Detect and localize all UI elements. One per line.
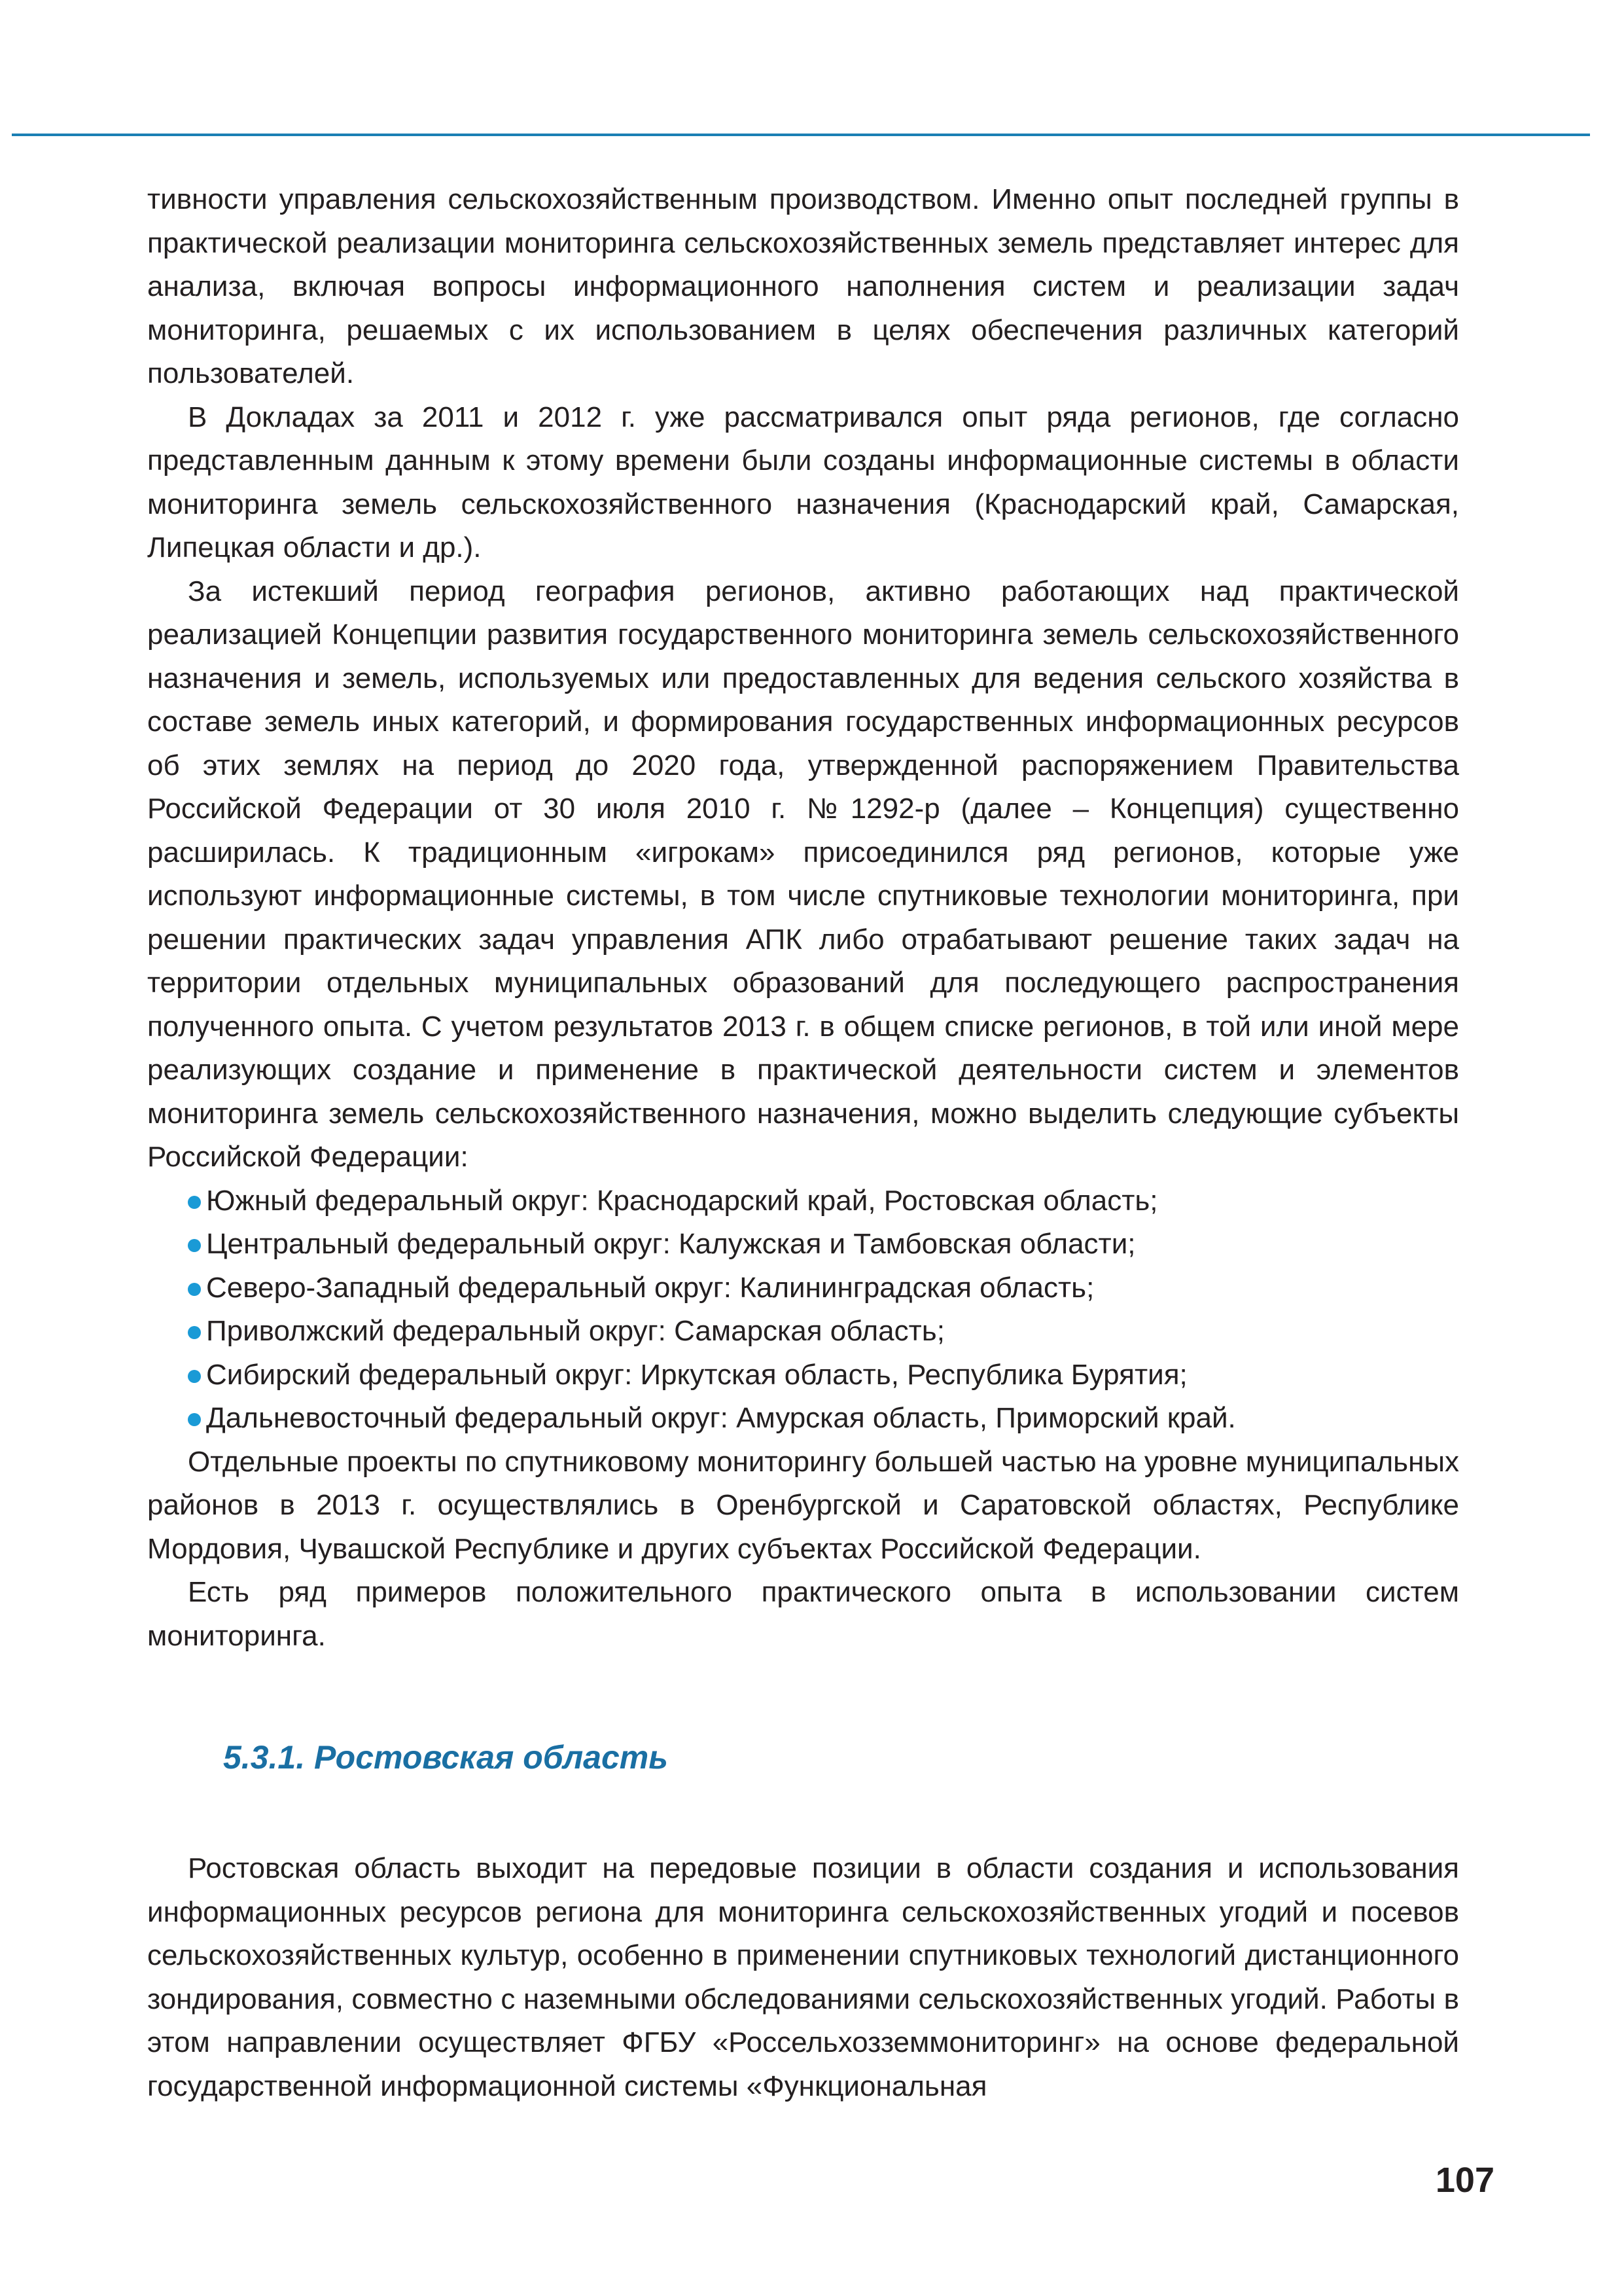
- list-item: [147, 1266, 1459, 1310]
- list-item: [147, 1354, 1459, 1397]
- page-number: 107: [1435, 2161, 1494, 2200]
- bullet-icon: [188, 1239, 201, 1252]
- bullet-icon: [188, 1370, 201, 1383]
- paragraph-geography: За истекший период география регионов, активно работающих над практической реализацией Концепции развития государственного мониторинга земель сельскохозяйственного назначения и земель, используемых или предоставленных для ведения сельского хозяйства в составе земель иных категорий, и формирования государственных информационных ресурсов об этих землях на период до 2020 года, утвержденной распоряжением Правительства Российской Федерации от 30 июля 2010 г. №1292-р (далее – Концепция) существенно расширилась. К традиционным «игрокам» присоединился ряд регионов, которые уже используют информационные системы, в том числе спутниковые технологии мониторинга, при решении практических задач управления АПК либо отрабатывают решение таких задач на территории отдельных муниципальных образований для последующего распространения полученного опыта. С учетом результатов 2013 г. в общем списке регионов, в той или иной мере реализующих создание и применение в практической деятельности систем и элементов мониторинга земель сельскохозяйственного назначения, можно выделить следующие субъекты Российской Федерации:: [147, 575, 1459, 1173]
- list-item-text: Центральный федеральный округ: Калужская и Тамбовская области;: [206, 1228, 1136, 1260]
- list-item-text: Приволжский федеральный округ: Самарская область;: [206, 1315, 945, 1347]
- main-text: [147, 178, 1459, 1658]
- bullet-icon: [188, 1413, 201, 1426]
- section-text: [147, 1847, 1459, 2108]
- list-item: [147, 1397, 1459, 1441]
- paragraph-reports: В Докладах за 2011 и 2012 г. уже рассматривался опыт ряда регионов, где согласно представленным данным к этому времени были созданы информационные системы в области мониторинга земель сельскохозяйственного назначения (Краснодарский край, Самарская, Липецкая области и др.).: [147, 401, 1459, 564]
- paragraph-continuation: тивности управления сельскохозяйственным производством. Именно опыт последней группы в практической реализации мониторинга сельскохозяйственных земель представляет интерес для анализа, включая вопросы информационного наполнения систем и реализации задач мониторинга, решаемых с их использованием в целях обеспечения различных категорий пользователей.: [147, 183, 1459, 389]
- list-item-text: Сибирский федеральный округ: Иркутская область, Республика Бурятия;: [206, 1358, 1188, 1391]
- list-item-text: Северо-Западный федеральный округ: Калининградская область;: [206, 1271, 1095, 1304]
- list-item-text: Дальневосточный федеральный округ: Амурская область, Приморский край.: [206, 1402, 1236, 1434]
- bullet-icon: [188, 1196, 201, 1209]
- bullet-icon: [188, 1283, 201, 1296]
- bullet-icon: [188, 1326, 201, 1339]
- list-item-text: Южный федеральный округ: Краснодарский край, Ростовская область;: [206, 1184, 1158, 1217]
- paragraph-projects: Отдельные проекты по спутниковому мониторингу большей частью на уровне муниципальных районов в 2013 г. осуществлялись в Оренбургской и Саратовской областях, Республике Мордовия, Чувашской Республике и других субъектах Российской Федерации.: [147, 1445, 1459, 1565]
- list-item: [147, 1179, 1459, 1223]
- paragraph-examples: Есть ряд примеров положительного практического опыта в использовании систем мониторинга.: [147, 1576, 1459, 1652]
- list-item: [147, 1310, 1459, 1354]
- header-rule: [12, 134, 1590, 136]
- paragraph-rostov: Ростовская область выходит на передовые позиции в области создания и использования информационных ресурсов региона для мониторинга сельскохозяйственных угодий и посевов сельскохозяйственных культур, особенно в применении спутниковых технологий дистанционного зондирования, совместно с наземными обследованиями сельскохозяйственных угодий. Работы в этом направлении осуществляет ФГБУ «Россельхозземмониторинг» на основе федеральной государственной информационной системы «Функциональная: [147, 1852, 1459, 2102]
- list-item: [147, 1223, 1459, 1266]
- section-heading: 5.3.1. Ростовская область: [223, 1739, 668, 1776]
- federal-districts-list: [147, 1179, 1459, 1441]
